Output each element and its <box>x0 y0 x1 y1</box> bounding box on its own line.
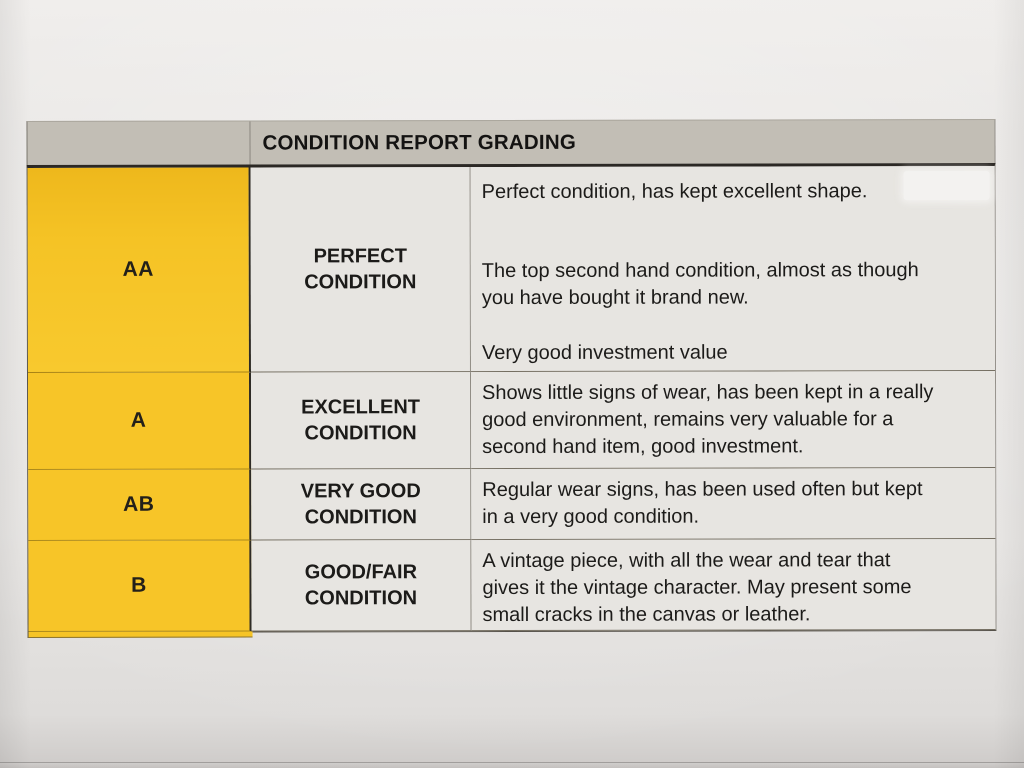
description-paragraph: The top second hand condition, almost as though you have bought it brand new. <box>481 259 919 310</box>
description-paragraph: Perfect condition, has kept excellent shape. <box>481 180 868 204</box>
grade-code-cell <box>28 168 251 373</box>
grade-code: AA <box>122 257 154 281</box>
grade-description-cell <box>471 371 995 469</box>
description-paragraph: Shows little signs of wear, has been kept in a really good environment, remains very valuable for a second hand item, good investment. <box>482 381 934 459</box>
table-body <box>27 163 997 633</box>
grade-label-cell <box>251 372 471 469</box>
grade-code-cell <box>28 541 251 632</box>
grade-description-cell <box>471 539 995 631</box>
description-paragraph: Very good investment value <box>481 341 728 365</box>
photo-bottom-edge-line <box>0 762 1024 763</box>
grade-label-cell <box>251 469 471 540</box>
grade-code: B <box>131 573 147 597</box>
condition-report-grading-table <box>26 119 996 633</box>
header-title-wrap <box>250 120 994 165</box>
description-paragraph: A vintage piece, with all the wear and tear that gives it the vintage character. May present some small cracks in the canvas or leather. <box>482 549 912 627</box>
grade-label-cell <box>251 167 471 372</box>
description-paragraph: Regular wear signs, has been used often but kept in a very good condition. <box>482 478 923 529</box>
grade-label-cell <box>251 540 471 631</box>
grade-code-cell <box>28 373 251 470</box>
grade-label: GOOD/FAIR CONDITION <box>304 561 418 610</box>
grade-code: AB <box>123 492 155 516</box>
grade-description-cell <box>471 468 995 540</box>
yellow-column-overhang <box>28 632 253 638</box>
whiteout-correction-patch <box>904 171 990 200</box>
table-header-bar <box>26 119 995 165</box>
grade-label: PERFECT CONDITION <box>304 245 417 294</box>
grade-label: EXCELLENT CONDITION <box>301 396 421 445</box>
grade-label: VERY GOOD CONDITION <box>300 480 421 529</box>
table-title: CONDITION REPORT GRADING <box>262 130 576 155</box>
grade-code-cell <box>28 470 251 541</box>
grade-code: A <box>130 408 147 432</box>
header-grade-column-spacer <box>27 122 250 165</box>
